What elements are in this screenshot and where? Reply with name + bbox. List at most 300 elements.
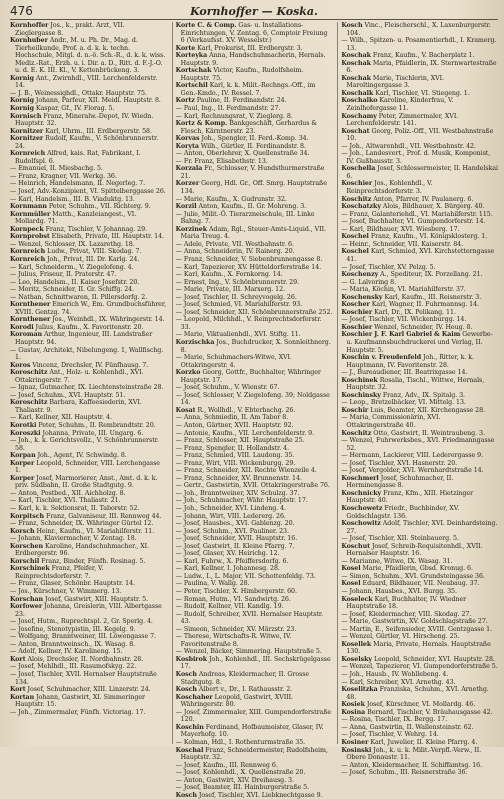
- directory-entry: [341, 633, 498, 641]
- entry-surname: Kornprobst: [10, 233, 50, 241]
- directory-entry: [10, 663, 167, 671]
- directory-entry: [341, 196, 498, 204]
- entry-surname: Kornitzer: [10, 127, 44, 135]
- directory-entry: [176, 369, 333, 384]
- entry-surname: Koschak: [341, 74, 371, 82]
- entry-details: Joh., Agent, IV. Schwindg. 8.: [37, 452, 127, 460]
- entry-details: Karl, Uhrm., III. Erdbergerstr. 58.: [45, 127, 152, 135]
- directory-entry: [10, 180, 167, 188]
- directory-entry: [341, 52, 498, 60]
- entry-details: — Josef, Tischler, V. Wehrg. 14.: [341, 731, 439, 739]
- directory-entry: [176, 535, 333, 543]
- entry-surname: Korschen: [10, 542, 43, 550]
- entry-details: — Franz, Galanteriehdl., VI. Mariahilferstr. 115.: [341, 210, 493, 218]
- entry-details: Josef, Schlossermeister, II. Handelskai 6.: [346, 165, 498, 180]
- entry-details: Adolf, Tischler, XVI. Deinhardsteing. 27.: [346, 520, 498, 535]
- entry-surname: Kosiek: [341, 701, 365, 709]
- directory-entry: [341, 580, 498, 588]
- directory-entry: [10, 430, 167, 438]
- entry-details: Marie, Tischlerin, XVI. Maroltingergasse 3.: [346, 74, 445, 90]
- entry-details: Vincenz, Drechsler, IV. Fünfhausg. 7.: [32, 361, 149, 369]
- entry-details: Karl, Tischler, VI. Stiegeng. 1.: [375, 89, 470, 97]
- entry-details: Leopold, Schneider, XVI. Hauptstr. 28.: [373, 655, 495, 663]
- directory-entry: [176, 256, 333, 264]
- directory-entry: [176, 248, 333, 256]
- entry-details: — Johann, Klaviermacher, V. Zentag. 18.: [10, 535, 137, 543]
- directory-entry: [176, 611, 333, 626]
- entry-details: — Franz, Schmied, VIII. Laudong. 35.: [175, 452, 295, 460]
- directory-entry: [10, 105, 167, 113]
- directory-entry: [176, 392, 333, 407]
- entry-surname: Korzischka: [175, 338, 215, 346]
- entry-surname: Kornreich: [10, 248, 46, 256]
- entry-details: — Josef, Hutm., Ruprechtspl. 2, Gr. Sperlg. 4.: [10, 618, 153, 626]
- entry-details: Gas- u. Installations-Einrichtungen, V. Zentag. 6, Comptoir Freiung 6 (Verkaufsst. XV. Wesselstr.): [180, 22, 328, 45]
- entry-surname: Koros: [10, 361, 31, 369]
- entry-details: Franz, Pfeifer, V. Reinprechtsdorferstr. 7.: [15, 565, 104, 580]
- entry-surname: Kornmann: [10, 203, 47, 211]
- entry-details: — Karl, Kellner, I. Johannesg. 28.: [175, 565, 280, 573]
- entry-surname: Kosch: [341, 22, 363, 29]
- entry-surname: Kornhoffer: [10, 22, 49, 29]
- entry-details: Josef, Tischler, XVI. Liebknechtgasse 9.: [198, 791, 323, 799]
- entry-details: — J., Bureaudiener, III. Beatrixgasse 14.: [341, 369, 468, 377]
- entry-details: Ant., Holz- u. Kohlenhdl., XVI. Ottakringerstr. 7.: [15, 369, 144, 384]
- entry-details: — Marianne, Witwe, IX. Wasag. 31.: [341, 557, 453, 565]
- entry-surname: Korschil: [10, 557, 40, 565]
- entry-details: — G. Lalvoring 8.: [341, 278, 397, 286]
- entry-surname: Koschut: [341, 542, 370, 550]
- directory-entry: [176, 52, 333, 67]
- directory-entry: [176, 203, 333, 211]
- directory-entry: [10, 422, 167, 430]
- directory-entry: [341, 437, 498, 452]
- directory-entry: [341, 324, 498, 332]
- directory-entry: [176, 241, 333, 249]
- directory-entry: [10, 226, 167, 234]
- entry-details: Alois, Bildhauer, X. Bürgerg. 40.: [382, 203, 485, 211]
- directory-entry: [176, 777, 333, 785]
- directory-entry: [341, 709, 498, 717]
- entry-details: Julius, Kaufm., X. Favoritenstr. 20.: [35, 323, 144, 331]
- entry-surname: Kosel: [341, 565, 361, 573]
- entry-details: — Johann, Hausbes., XVI. Burgg. 35.: [341, 588, 457, 596]
- directory-entry: [341, 75, 498, 90]
- directory-entry: [341, 233, 498, 241]
- entry-details: — Franz, Schneider, V. Siebenbrunnengasse 8.: [175, 255, 323, 263]
- directory-entry: [341, 588, 498, 596]
- entry-details: Karl, Buchhalter, IV. Wiedner Hauptstraße 18.: [346, 595, 467, 611]
- entry-details: — Josef, Tischler, XII. Steinbauerg. 5.: [341, 535, 459, 543]
- entry-details: Albert v., Dr., I. Rathausstr. 2.: [198, 686, 293, 694]
- entry-details: Georg, Poliz.-Off., VII. Westbahnstraße 10.: [346, 127, 494, 143]
- directory-entry: [176, 430, 333, 438]
- entry-details: Franz, Kaufm., VI. Königsklosterg. 1.: [370, 233, 488, 241]
- directory-entry: [10, 709, 167, 717]
- directory-entry: [176, 626, 333, 634]
- entry-details: Josef, Schuhmacher, XIII. Linzerstr. 24.: [27, 686, 151, 694]
- directory-entry: [341, 331, 498, 354]
- directory-entry: [176, 67, 333, 82]
- directory-entry: [341, 430, 498, 438]
- entry-surname: Korzil: [175, 203, 197, 211]
- entry-details: Maria, Private, Hernals. Hauptstraße 130.: [346, 640, 491, 656]
- directory-entry: [341, 399, 498, 407]
- entry-details: Andreas, Kleidermacher, II. Grosse Stadtgutg. 8.: [180, 671, 310, 686]
- entry-details: — Josef, Schuhm., XVI. Hauptstr. 51.: [10, 391, 126, 399]
- directory-entry: [176, 264, 333, 272]
- entry-surname: Koschitz: [341, 429, 372, 437]
- directory-entry: [341, 679, 498, 687]
- entry-details: — Josef, Gastwirt, II. Kleine Pfarrg. 7.: [175, 542, 295, 550]
- entry-details: Anton, Pfarrer, IV. Paulanerg. 6.: [373, 195, 474, 203]
- directory-entry: [176, 520, 333, 528]
- entry-details: — Anton, Gärtner, XVII. Hauptstr. 92.: [175, 421, 294, 429]
- entry-surname: Kornig: [10, 105, 34, 113]
- entry-surname: Kosel: [341, 580, 361, 588]
- entry-details: — Karl, Tischler, XVI. Thaliastr. 21.: [10, 497, 121, 505]
- directory-entry: [341, 22, 498, 37]
- entry-details: — Emanuel, II. Miesbachg. 5.: [10, 165, 103, 173]
- entry-details: — Jos., Kürschner, V. Wimmerg. 13.: [10, 588, 122, 596]
- directory-entry: [10, 648, 167, 656]
- entry-details: — Josef, Mehlhdl., III. Rasumofskyg. 22.: [10, 663, 137, 671]
- directory-entry: [176, 316, 333, 331]
- entry-details: Alois, Drechsler, II. Nordbahnstr. 28.: [27, 655, 144, 663]
- directory-entry: [10, 641, 167, 649]
- entry-surname: Korsch: [10, 527, 35, 535]
- entry-details: — Karl, Handelsm., III. B. Viaduktg. 13.: [10, 195, 135, 203]
- directory-entry: [176, 105, 333, 113]
- entry-details: — Karl, Bildhauer, XVI. Wiesberg. 17.: [341, 225, 460, 233]
- directory-entry: [10, 596, 167, 604]
- directory-entry: [176, 490, 333, 498]
- entry-surname: Kornisch: [10, 112, 42, 120]
- directory-entry: [341, 520, 498, 535]
- entry-details: — Josef, Schuhm., XVI. Pauliner. 23.: [175, 527, 289, 535]
- entry-details: Wenzel, Schneider, IV. Heug. 8.: [374, 323, 473, 331]
- directory-entry: [176, 656, 333, 671]
- entry-details: Victor, Kaufm., Rudolfsheim. Hauptstr. 75.: [180, 67, 304, 82]
- entry-surname: Korzala: [175, 165, 203, 173]
- entry-details: — Marie, Schuhmachers-Witwe, XVI. Ottakringerstr. 4.: [175, 354, 292, 369]
- entry-details: — Anton, Kleidermacher, II. Schiffamtsg. 16.: [341, 761, 483, 769]
- directory-entry: [176, 150, 333, 158]
- entry-details: — Josef, Schuhm., III. Reisnerstraße 36.: [341, 769, 468, 777]
- directory-entry: [176, 671, 333, 686]
- entry-details: — Kolman, Hdl., I. Rothenturmstraße 35.: [175, 738, 306, 746]
- entry-surname: Korschinek: [10, 565, 50, 573]
- entry-details: Rudolf, Kaufm., V. Schönbrunnerstr. 24.: [15, 135, 159, 150]
- directory-entry: [176, 354, 333, 369]
- directory-entry: [10, 520, 167, 528]
- directory-entry: [10, 233, 167, 241]
- directory-entry: [10, 286, 167, 294]
- directory-entry: [10, 369, 167, 384]
- entry-details: Emerich W., Em. Grundbuchsführer, XVIII. Gentzg. 74.: [15, 301, 167, 316]
- directory-entry: [10, 211, 167, 226]
- directory-entry: [341, 769, 498, 777]
- entry-details: — Franz, Glaser, Schönbr. Hauptstr. 14.: [10, 580, 135, 588]
- directory-entry: [176, 82, 333, 97]
- entry-details: Jos., Buchdrucker, X. Sonnleithnerg. 8.: [180, 338, 331, 354]
- entry-surname: Koschel: [341, 233, 369, 241]
- directory-entry: [341, 37, 498, 52]
- entry-details: Luis, Beamter, XII. Kirchengasse 28.: [370, 406, 486, 414]
- directory-entry: [341, 128, 498, 143]
- directory-entry: [341, 573, 498, 581]
- directory-entry: [341, 218, 498, 226]
- directory-entry: [341, 724, 498, 732]
- column-left: [10, 22, 167, 744]
- directory-entry: [341, 565, 498, 573]
- entry-details: — Josef, Tischler, VII. Wickenburgg. 14.: [341, 316, 467, 324]
- directory-entry: [10, 543, 167, 558]
- directory-entry: [176, 460, 333, 468]
- entry-details: Joh., k. u. k. Milit.-Verpfl.-Verw., II. Obere Donaustr. 11.: [346, 746, 482, 762]
- entry-surname: Koschier: [341, 308, 373, 316]
- directory-entry: [341, 377, 498, 392]
- entry-surname: Korodi: [10, 323, 34, 331]
- entry-details: Georg, Gottfr., Buchhalter, Währinger Hauptstr. 17.: [180, 369, 321, 384]
- directory-entry: [341, 309, 498, 317]
- entry-surname: Koschalko: [341, 97, 378, 105]
- entry-surname: Koschaher: [175, 693, 213, 701]
- entry-details: Franz, Adv., IX. Spitalg. 3.: [382, 391, 466, 399]
- directory-entry: [176, 596, 333, 604]
- entry-details: — Josef, Kaufm., III. Rennweg 6.: [175, 761, 278, 769]
- directory-entry: [10, 565, 167, 580]
- directory-entry: [176, 331, 333, 339]
- entry-details: — Franz, Schneider, XII. Rechte Wienzeile 4.: [175, 467, 317, 475]
- entry-details: — Karl, Rechnungsrat, V. Zieglerg. 8.: [175, 112, 293, 120]
- directory-entry: [341, 558, 498, 566]
- directory-entry: [10, 558, 167, 566]
- entry-surname: Kortz & Komp.: [175, 120, 228, 128]
- entry-details: — Karl, Fuhrw., X. Pfeiffersdorfg. 6.: [175, 557, 289, 565]
- entry-details: Wilh., Gürtler, II. Ferdinandstr. 8.: [200, 142, 306, 150]
- directory-entry: [176, 271, 333, 279]
- directory-entry: [341, 656, 498, 664]
- directory-entry: [176, 603, 333, 611]
- entry-details: Bankgeschäft, Gerhardus & Flesch, Kärntnerstr. 23.: [180, 120, 317, 135]
- directory-entry: [10, 241, 167, 249]
- directory-entry: [10, 90, 167, 98]
- entry-surname: Koschowitz: [341, 520, 381, 528]
- entry-details: — Josef, Schuhm., V. Wienstr. 67.: [175, 384, 280, 392]
- entry-details: — Josef, Beamter, III. Hainburgerstraße 5.: [175, 784, 310, 792]
- entry-details: — Julius, Friseur, II. Praterstr. 47.: [10, 271, 117, 279]
- entry-surname: Koschin: [175, 723, 204, 731]
- entry-details: Franz, Mineralw.-Depot, IV. Wiedn. Hauptstr. 32.: [15, 112, 154, 128]
- directory-entry: [176, 467, 333, 475]
- entry-surname: Kosbirok: [175, 655, 208, 663]
- entry-surname: Korotki: [10, 421, 37, 429]
- entry-details: Maria, Pfaidlerin, IX. Sternwartestraße 6.: [346, 59, 497, 75]
- directory-entry: [10, 490, 167, 498]
- directory-entry: [10, 528, 167, 536]
- entry-details: Eduard, Bildhauer, VII. Neubaug. 37.: [362, 580, 480, 588]
- directory-entry: [176, 694, 333, 709]
- entry-details: Fr., Schlosser, V. Hundsthurmerstraße 21.: [180, 165, 325, 180]
- entry-surname: Koschalk: [341, 89, 374, 97]
- entry-surname: Koschier: [341, 180, 373, 188]
- directory-entry: [10, 188, 167, 196]
- directory-entry: [341, 165, 498, 180]
- entry-details: — Josef, Schneider, XVII. Hauptstr. 16.: [175, 535, 298, 543]
- directory-entry: [10, 671, 167, 686]
- directory-entry: [341, 286, 498, 294]
- directory-entry: [341, 505, 498, 520]
- entry-surname: Korzer: [175, 180, 200, 188]
- entry-surname: Kortschil: [175, 82, 208, 90]
- entry-details: — Nathan, Schnittwaren, II. Pillersdorfg. 2.: [10, 293, 148, 301]
- entry-details: — Heinrich, Handelsmann, II. Negerleg. 7.: [10, 180, 146, 188]
- entry-surname: Korschan: [10, 595, 44, 603]
- directory-entry: [341, 180, 498, 195]
- directory-entry: [176, 769, 333, 777]
- directory-entry: [10, 113, 167, 128]
- entry-details: — Josef, Zimmermaler, XIII. Gumpendorferstraße 120.: [175, 708, 332, 724]
- entry-details: Pauline, II. Ferdinandstr. 24.: [196, 97, 287, 105]
- entry-details: — Wilh., Spitzen- u. Posamentierhdl., I. Kramerg. 13.: [341, 37, 497, 52]
- entry-details: — Josef, Glaser, XV. Heirichg. 12.: [175, 550, 280, 558]
- directory-entry: [10, 264, 167, 272]
- entry-details: — Wenzel, Fuhrwerksbes., XVI. Friedmanngasse 52.: [341, 437, 495, 452]
- entry-details: Joh., Ritter, k. k. Hauptmann, IV. Favoritenstr. 28.: [346, 354, 474, 369]
- directory-entry: [341, 467, 498, 475]
- directory-entry: [10, 384, 167, 392]
- directory-entry: [341, 392, 498, 400]
- entry-surname: Koryta: [175, 142, 199, 150]
- entry-details: Kaspar, Gf., IV. Florag. 5.: [35, 105, 115, 113]
- entry-details: — Wenzel, Schlosser, IX. Lazarethg. 18.: [10, 240, 135, 248]
- entry-details: — Hermann, Lackierer, VIII. Lederergasse 9.: [341, 452, 484, 460]
- entry-details: — Josef, Adv.-Konzipient, VI. Spittelberggasse 26.: [10, 188, 166, 196]
- entry-details: — Marie, Private, III. Marxerg. 12.: [175, 286, 286, 294]
- entry-details: Leopold, Schneider, VIII. Lerchengasse 1.: [15, 459, 160, 475]
- entry-details: Barbara, Kaffeesiederin, XVI. Thaliastr. 9.: [15, 399, 142, 414]
- directory-entry: [176, 445, 333, 453]
- entry-details: — Josef, Vergolder, XVI. Wernhardtstraße 14.: [341, 467, 484, 475]
- entry-surname: Koschak: [341, 52, 371, 60]
- directory-entry: [176, 505, 333, 513]
- entry-surname: Kornmüller: [10, 210, 51, 218]
- directory-entry: [176, 550, 333, 558]
- entry-details: — Franz, Schlosser, XII. Hauptstraße 25.: [175, 437, 305, 445]
- entry-details: — Josef, Tischler, XVI. Hasnerstr. 20.: [341, 459, 458, 467]
- directory-entry: [176, 709, 333, 724]
- directory-entry: [341, 618, 498, 626]
- entry-details: — Anna, Schmiedin, II. Am Tabor 8.: [175, 414, 289, 422]
- entry-details: — Josef, Kohlenhdl., X. Quellenstraße 20.: [175, 769, 306, 777]
- entry-details: — Ernest, Ing., V. Schönbrunnerstr. 29.: [175, 278, 299, 286]
- running-title: Kornhoffer — Koska.: [190, 5, 318, 18]
- entry-details: Karl, Juwelier, II. Kleine Pfarrg. 4.: [370, 738, 478, 746]
- entry-details: — Paul, Ing., II. Ferdinandstr. 27.: [175, 105, 281, 113]
- entry-details: — Anna, Schneiderin, IV. Rainerg. 20.: [175, 248, 295, 256]
- directory-entry: [341, 490, 498, 505]
- entry-details: Karl, Schmied, XVI. Kirchstetterngasse 41.: [346, 248, 495, 263]
- entry-details: — Simeon, Schneider, XV. Märzstr. 23.: [175, 625, 297, 633]
- directory-entry: [176, 648, 333, 656]
- entry-details: Bernard, Tischler, V. Bräuhausgasse 42.: [367, 708, 493, 716]
- entry-details: — Franz, Schneider, XV. Brunnenstr. 14.: [175, 474, 302, 482]
- entry-details: Josef, Schuhmacher, II. Herminengasse 8.: [346, 474, 454, 490]
- directory-entry: [341, 143, 498, 151]
- entry-surname: Koschier: [341, 323, 373, 331]
- directory-entry: [176, 739, 333, 747]
- directory-entry: [341, 226, 498, 234]
- directory-entry: [341, 671, 498, 679]
- entry-details: — Rudolf, Schreiber, XVII. Hernalser Hauptstr. 43.: [175, 610, 324, 626]
- directory-entry: [176, 45, 333, 53]
- directory-entry: [341, 241, 498, 249]
- directory-entry: [176, 573, 333, 581]
- directory-entry: [341, 113, 498, 128]
- directory-entry: [176, 528, 333, 536]
- entry-details: Anna, Handschuhmacherin, Hernals. Hauptstr. 9.: [180, 52, 326, 67]
- entry-surname: Kortz: [175, 97, 195, 105]
- entry-surname: Koschier J. F. Karl Gabriel & Kaim: [341, 331, 461, 339]
- entry-surname: Koschensky: [341, 293, 383, 301]
- entry-details: Karoline, Handschuhmacher., XI. Erdbergerstr. 96.: [15, 542, 150, 558]
- entry-details: Karl, Dr., IX. Pelikang. 11.: [374, 308, 456, 316]
- entry-details: Ludw., Privat, VIII. Skodag. 7.: [47, 248, 142, 256]
- directory-entry: [341, 543, 498, 558]
- entry-details: Jos., Weinhdl., IX. Währingerstr. 14.: [52, 316, 165, 324]
- entry-surname: Koschitz: [341, 195, 372, 203]
- entry-surname: Koschin v. Freudenfeld: [341, 354, 422, 362]
- directory-entry: [341, 747, 498, 762]
- entry-surname: Kosina: [341, 708, 366, 716]
- directory-entry: [176, 180, 333, 195]
- directory-entry: [10, 535, 167, 543]
- entry-details: — Antonie, Kaufm., VII. Lerchenfelderstr. 9.: [175, 429, 315, 437]
- entry-details: — Franz, Wirt, VIII. Wickenburgg. 29.: [175, 459, 296, 467]
- entry-details: — Josef, Hausbes., XVI. Gablenzg. 20.: [175, 520, 295, 528]
- entry-details: Franz, Kaufm., V. Bacherplatz 1.: [372, 52, 475, 60]
- entry-details: — Joh., Schuhmacher, Währ. Hauptstr. 17.: [175, 497, 308, 505]
- entry-details: Jos., Kohlenhdl., V. Reinprechtsdorferstr. 3.: [346, 180, 433, 196]
- directory-entry: [176, 686, 333, 694]
- entry-details: — Paulina, V. Wallg. 28.: [175, 580, 250, 588]
- entry-surname: Kosch: [175, 791, 197, 799]
- entry-details: — Rosina, Tischler, IX. Bergg. 17.: [341, 716, 448, 724]
- directory-entry: [176, 384, 333, 392]
- entry-details: Joh., Kohlenhdl., III. Sechskrügelgasse 17.: [180, 655, 331, 671]
- entry-surname: Korzko: [175, 369, 201, 377]
- directory-entry: [10, 279, 167, 287]
- directory-entry: [176, 135, 333, 143]
- entry-surname: Koschal: [175, 746, 204, 754]
- entry-details: Franz, Binder, Fünfh. Rosinag. 5.: [41, 557, 146, 565]
- directory-entry: [341, 407, 498, 415]
- directory-entry: [10, 256, 167, 264]
- entry-details: — Karl, Kaufm., X. Fernkorng. 14.: [175, 271, 283, 279]
- entry-surname: Koselitzka: [341, 686, 378, 694]
- entry-details: — Marie, Kaufm., X. Gudrunstr. 32.: [175, 195, 287, 203]
- directory-entry: [10, 633, 167, 641]
- entry-details: Josef, Gastwirt, XIII. Hauptstr. 5.: [45, 595, 149, 603]
- entry-details: Johanna, Private, III. Ungarg. 6.: [42, 429, 144, 437]
- entry-details: Franziska, Schuhm., XVI. Arnethg. 48.: [346, 686, 489, 701]
- entry-details: — Heinr., Schneider, VII. Kaiserstr. 84.: [341, 240, 464, 248]
- entry-details: — Leopold, Milchhdl., V. Reinprechtsdorferstr. 33.: [175, 316, 322, 331]
- entry-surname: Kornreich: [10, 150, 46, 158]
- entry-details: — Roman, Hutm., VI. Sandwirtg. 26.: [175, 595, 291, 603]
- directory-entry: [341, 739, 498, 747]
